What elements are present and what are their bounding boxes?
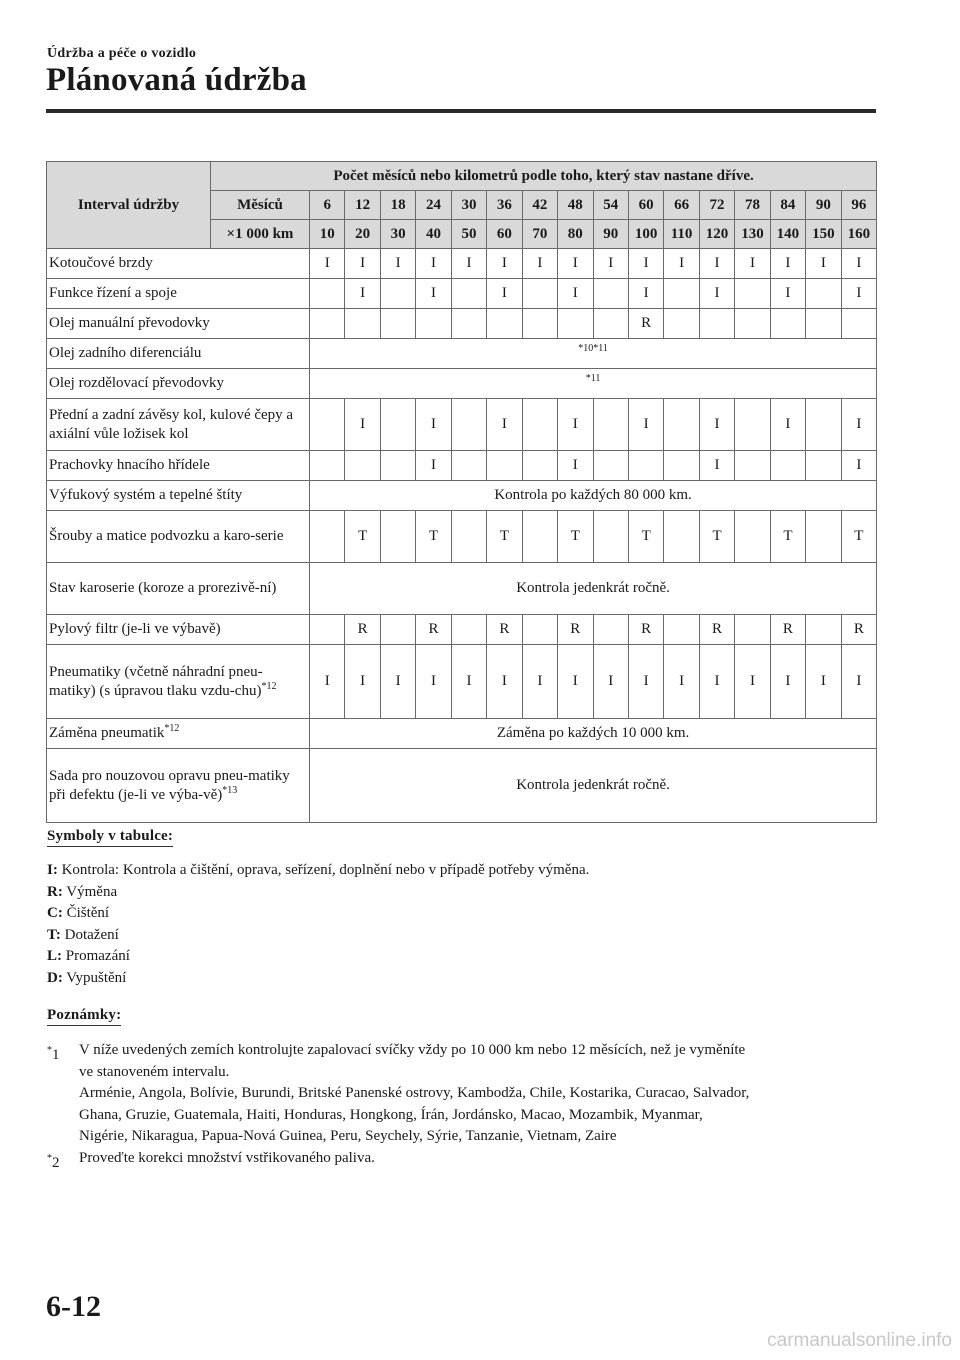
km-cell: 70 (522, 220, 557, 249)
schedule-cell: I (841, 645, 877, 719)
item-label: Sada pro nouzovou opravu pneu-matiky při defektu (je-li ve výba-vě)$^{*13}$ (47, 749, 310, 823)
schedule-cell (806, 615, 841, 645)
footnote-mark: *12 (261, 680, 277, 692)
schedule-cell: T (770, 511, 805, 563)
schedule-cell (451, 279, 486, 309)
schedule-cell (770, 451, 805, 481)
schedule-cell: R (345, 615, 380, 645)
span-value: Kontrola po každých 80 000 km. (310, 481, 877, 511)
schedule-cell: I (664, 645, 699, 719)
item-label: Funkce řízení a spoje (47, 279, 310, 309)
span-header: Počet měsíců nebo kilometrů podle toho, který stav nastane dříve. (211, 162, 877, 191)
schedule-cell: I (770, 249, 805, 279)
schedule-cell: R (416, 615, 451, 645)
schedule-cell (310, 451, 345, 481)
schedule-cell (310, 511, 345, 563)
km-cell: 30 (380, 220, 415, 249)
schedule-cell: I (487, 279, 522, 309)
month-cell: 72 (699, 191, 734, 220)
schedule-cell (345, 309, 380, 339)
schedule-cell: I (593, 645, 628, 719)
table-row (47, 563, 877, 615)
schedule-cell: I (310, 249, 345, 279)
schedule-cell (310, 309, 345, 339)
km-cell: 20 (345, 220, 380, 249)
km-cell: 130 (735, 220, 770, 249)
km-cell: 150 (806, 220, 841, 249)
schedule-cell (380, 399, 415, 451)
note-line: V níže uvedených zemích kontrolujte zapalovací svíčky vždy po 10 000 km nebo 12 měsících, než je vyměníte (79, 1042, 746, 1058)
schedule-cell: I (841, 249, 877, 279)
schedule-cell: I (558, 399, 593, 451)
schedule-cell: I (487, 249, 522, 279)
km-cell: 80 (558, 220, 593, 249)
item-label: Stav karoserie (koroze a prorezivě-ní) (47, 563, 310, 615)
note-line: ve stanoveném intervalu. (79, 1063, 230, 1080)
schedule-cell: T (699, 511, 734, 563)
schedule-cell (806, 399, 841, 451)
month-cell: 42 (522, 191, 557, 220)
schedule-cell: I (770, 645, 805, 719)
km-cell: 120 (699, 220, 734, 249)
schedule-cell (380, 279, 415, 309)
item-label: Olej zadního diferenciálu (47, 339, 310, 369)
schedule-cell: I (522, 249, 557, 279)
table-row (47, 511, 877, 563)
schedule-cell: I (593, 249, 628, 279)
table-row (47, 615, 877, 645)
schedule-cell (451, 309, 486, 339)
schedule-cell: I (558, 249, 593, 279)
schedule-cell: I (699, 399, 734, 451)
schedule-cell: I (380, 249, 415, 279)
table-row (47, 399, 877, 451)
schedule-cell (310, 615, 345, 645)
schedule-cell: I (558, 451, 593, 481)
table-row (47, 339, 877, 369)
schedule-cell: I (699, 249, 734, 279)
schedule-cell: I (380, 645, 415, 719)
schedule-cell (735, 451, 770, 481)
schedule-cell (806, 511, 841, 563)
schedule-cell (522, 615, 557, 645)
schedule-cell: I (699, 279, 734, 309)
km-cell: 60 (487, 220, 522, 249)
schedule-cell: I (345, 399, 380, 451)
legend-item: L: Promazání (47, 948, 130, 965)
note-line: Proveďte korekci množství vstřikovaného paliva. (79, 1149, 375, 1166)
span-value: *10*11 (310, 339, 877, 369)
table-row (47, 645, 877, 719)
schedule-cell (664, 615, 699, 645)
schedule-cell: R (770, 615, 805, 645)
span-value: Záměna po každých 10 000 km. (310, 719, 877, 749)
footnote-mark: *12 (164, 723, 180, 734)
schedule-cell: T (628, 511, 663, 563)
span-value: Kontrola jedenkrát ročně. (310, 563, 877, 615)
month-cell: 66 (664, 191, 699, 220)
month-cell: 90 (806, 191, 841, 220)
schedule-cell (522, 399, 557, 451)
schedule-cell (593, 511, 628, 563)
schedule-cell: I (806, 645, 841, 719)
legend-item: R: Výměna (47, 883, 118, 900)
schedule-cell (593, 451, 628, 481)
note-line: Arménie, Angola, Bolívie, Burundi, Britské Panenské ostrovy, Kambodža, Chile, Kostarika, Curacao, Salvador, (79, 1085, 750, 1101)
schedule-cell (664, 279, 699, 309)
schedule-cell (735, 615, 770, 645)
km-cell: 50 (451, 220, 486, 249)
note-line: Nigérie, Nikaragua, Papua-Nová Guinea, Peru, Seychely, Sýrie, Tanzanie, Vietnam, Zaire (79, 1128, 617, 1144)
schedule-cell: T (416, 511, 451, 563)
title-rule (46, 109, 876, 113)
schedule-cell (664, 511, 699, 563)
schedule-cell: I (416, 451, 451, 481)
schedule-cell (770, 309, 805, 339)
schedule-cell: I (628, 279, 663, 309)
legend-item: I: Kontrola: Kontrola a čištění, oprava, seřízení, doplnění nebo v případě potřeby výměna. (47, 862, 590, 878)
month-cell: 6 (310, 191, 345, 220)
schedule-cell (380, 451, 415, 481)
months-header: Měsíců (211, 191, 310, 220)
table-row (47, 279, 877, 309)
legend-item: C: Čištění (47, 905, 110, 922)
item-label: Olej manuální převodovky (47, 309, 310, 339)
schedule-cell: T (558, 511, 593, 563)
schedule-cell: R (628, 309, 663, 339)
schedule-cell: I (735, 249, 770, 279)
schedule-cell (593, 309, 628, 339)
month-cell: 18 (380, 191, 415, 220)
schedule-cell: I (628, 645, 663, 719)
schedule-cell (735, 309, 770, 339)
schedule-cell: I (664, 249, 699, 279)
schedule-cell: I (558, 279, 593, 309)
schedule-cell: I (558, 645, 593, 719)
schedule-cell: I (451, 249, 486, 279)
schedule-cell: R (487, 615, 522, 645)
schedule-cell: I (770, 399, 805, 451)
month-cell: 48 (558, 191, 593, 220)
km-cell: 160 (841, 220, 877, 249)
table-row (47, 369, 877, 399)
schedule-cell: I (487, 645, 522, 719)
month-cell: 60 (628, 191, 663, 220)
schedule-cell (593, 615, 628, 645)
schedule-cell (345, 451, 380, 481)
month-cell: 54 (593, 191, 628, 220)
schedule-cell: R (628, 615, 663, 645)
schedule-cell: I (451, 645, 486, 719)
item-label: Šrouby a matice podvozku a karo-serie (47, 511, 310, 563)
schedule-cell: I (699, 645, 734, 719)
section-heading: Údržba a péče o vozidlo (47, 46, 197, 61)
month-cell: 12 (345, 191, 380, 220)
month-cell: 24 (416, 191, 451, 220)
schedule-cell: I (841, 279, 877, 309)
km-header: ×1 000 km (211, 220, 310, 249)
schedule-cell (593, 279, 628, 309)
schedule-cell: T (487, 511, 522, 563)
item-label: Přední a zadní závěsy kol, kulové čepy a axiální vůle ložisek kol (47, 399, 310, 451)
schedule-cell (310, 279, 345, 309)
schedule-cell (487, 309, 522, 339)
schedule-cell: I (416, 645, 451, 719)
month-cell: 30 (451, 191, 486, 220)
schedule-cell: I (416, 399, 451, 451)
notes-heading: Poznámky: (47, 1007, 121, 1026)
schedule-cell (487, 451, 522, 481)
symbol-legend (47, 860, 589, 990)
schedule-cell (522, 511, 557, 563)
km-cell: 110 (664, 220, 699, 249)
legend-item: D: Vypuštění (47, 969, 127, 986)
schedule-cell (735, 399, 770, 451)
schedule-cell (593, 399, 628, 451)
table-row (47, 749, 877, 823)
month-cell: 96 (841, 191, 877, 220)
schedule-cell: I (522, 645, 557, 719)
km-cell: 100 (628, 220, 663, 249)
schedule-cell: I (487, 399, 522, 451)
schedule-cell (806, 451, 841, 481)
schedule-cell (735, 279, 770, 309)
item-label: Olej rozdělovací převodovky (47, 369, 310, 399)
watermark: carmanualsonline.info (767, 1330, 952, 1351)
schedule-cell (451, 615, 486, 645)
maintenance-schedule-table (46, 161, 877, 823)
schedule-cell (310, 399, 345, 451)
schedule-cell (416, 309, 451, 339)
page-title: Plánovaná údržba (46, 62, 307, 98)
schedule-cell (735, 511, 770, 563)
interval-header: Interval údržby (47, 162, 211, 249)
span-value: *11 (310, 369, 877, 399)
schedule-cell: I (310, 645, 345, 719)
schedule-cell (558, 309, 593, 339)
note-item: *2 Proveďte korekci množství vstřikovaného paliva. (47, 1148, 882, 1170)
span-value: Kontrola jedenkrát ročně. (310, 749, 877, 823)
legend-heading: Symboly v tabulce: (47, 828, 173, 847)
schedule-cell (806, 279, 841, 309)
schedule-cell: I (841, 451, 877, 481)
schedule-cell: I (416, 249, 451, 279)
schedule-cell (380, 511, 415, 563)
table-row (47, 309, 877, 339)
schedule-cell (522, 309, 557, 339)
month-cell: 36 (487, 191, 522, 220)
schedule-cell: I (628, 399, 663, 451)
schedule-cell (451, 511, 486, 563)
table-row (47, 719, 877, 749)
schedule-cell: R (841, 615, 877, 645)
schedule-cell (664, 399, 699, 451)
schedule-cell: R (558, 615, 593, 645)
item-label: Pneumatiky (včetně náhradní pneu-matiky) (s úpravou tlaku vzdu-chu)$^{*12}$ (47, 645, 310, 719)
schedule-cell (522, 279, 557, 309)
schedule-cell: R (699, 615, 734, 645)
schedule-cell: I (628, 249, 663, 279)
schedule-cell (451, 451, 486, 481)
schedule-cell (628, 451, 663, 481)
schedule-cell (841, 309, 877, 339)
schedule-cell: I (770, 279, 805, 309)
schedule-cell (380, 309, 415, 339)
schedule-cell: I (735, 645, 770, 719)
schedule-cell (664, 309, 699, 339)
schedule-cell: I (345, 249, 380, 279)
table-row (47, 249, 877, 279)
table-row (47, 451, 877, 481)
note-item: *1 V níže uvedených zemích kontrolujte zapalovací svíčky vždy po 10 000 km nebo 12 měsících, než je vyměníte ve stanoveném intervalu. Arménie, Angola, Bolívie, Burundi, Britské Panenské ostrovy, Kambodža, Chile, Kostarika, Curacao, Salvador, Ghana, Gruzie, Guatemala, Haiti, Honduras, Hongkong, Írán, Jordánsko, Macao, Mozambik, Myanmar, Nigérie, Nikaragua, Papua-Nová Guinea, Peru, Seychely, Sýrie, Tanzanie, Vietnam, Zaire (47, 1040, 882, 1148)
km-cell: 140 (770, 220, 805, 249)
schedule-cell: I (841, 399, 877, 451)
table-row (47, 481, 877, 511)
km-cell: 40 (416, 220, 451, 249)
schedule-cell (699, 309, 734, 339)
schedule-cell (522, 451, 557, 481)
schedule-cell: T (841, 511, 877, 563)
schedule-cell (806, 309, 841, 339)
page-number: 6-12 (46, 1290, 101, 1323)
schedule-cell: I (416, 279, 451, 309)
notes-list (47, 1040, 882, 1169)
schedule-cell (380, 615, 415, 645)
km-cell: 10 (310, 220, 345, 249)
schedule-cell: I (345, 279, 380, 309)
schedule-cell: I (806, 249, 841, 279)
schedule-cell: I (699, 451, 734, 481)
schedule-cell (664, 451, 699, 481)
schedule-cell: T (345, 511, 380, 563)
item-label: Kotoučové brzdy (47, 249, 310, 279)
schedule-cell (451, 399, 486, 451)
item-label: Prachovky hnacího hřídele (47, 451, 310, 481)
km-cell: 90 (593, 220, 628, 249)
note-line: Ghana, Gruzie, Guatemala, Haiti, Honduras, Hongkong, Írán, Jordánsko, Macao, Mozambik, Myanmar, (79, 1106, 703, 1123)
footnote-mark: *13 (222, 784, 238, 796)
schedule-cell: I (345, 645, 380, 719)
item-label: Výfukový systém a tepelné štíty (47, 481, 310, 511)
legend-item: T: Dotažení (47, 926, 119, 943)
month-cell: 78 (735, 191, 770, 220)
item-label: Záměna pneumatik$^{*12}$ (47, 719, 310, 749)
month-cell: 84 (770, 191, 805, 220)
item-label: Pylový filtr (je-li ve výbavě) (47, 615, 310, 645)
